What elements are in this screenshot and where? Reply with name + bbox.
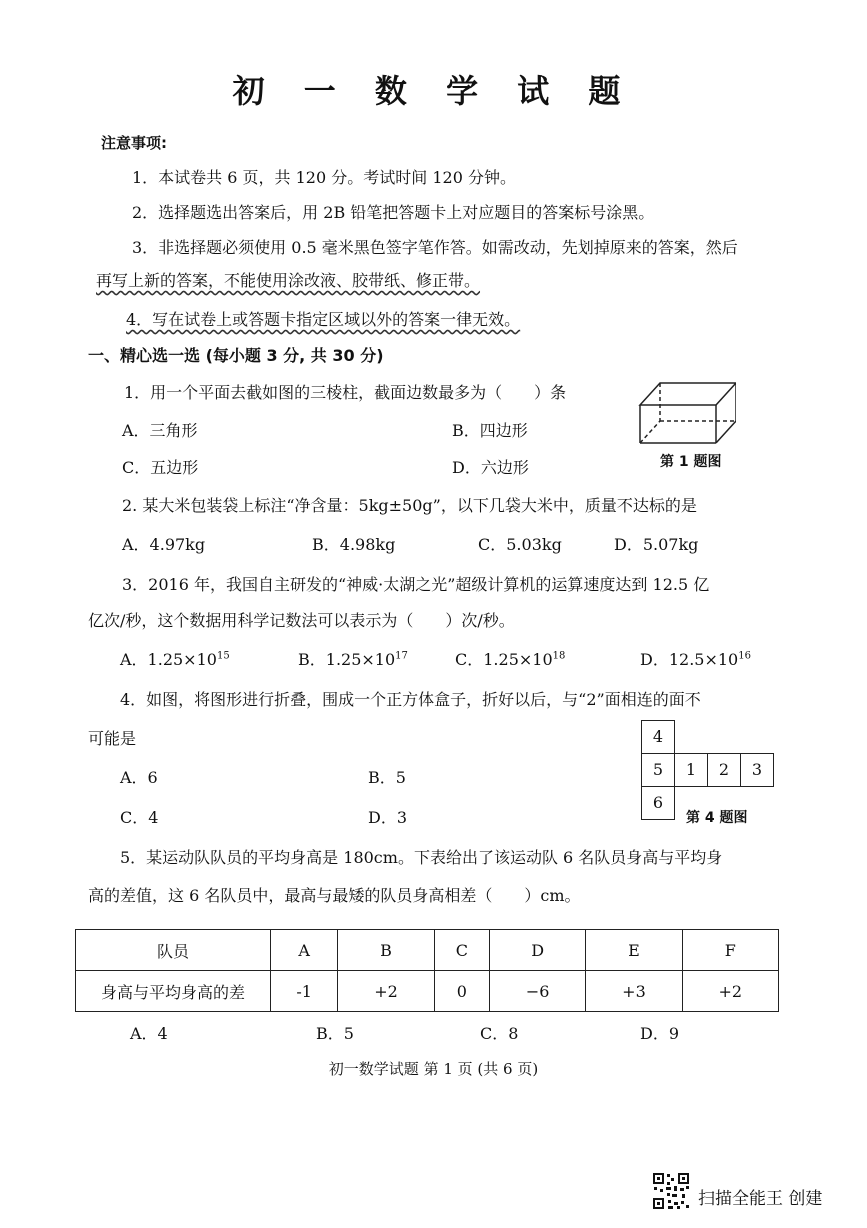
table-cell: 身高与平均身高的差 (76, 971, 271, 1012)
option-text: C．1.25×10 (455, 650, 553, 669)
height-diff-table (75, 929, 779, 1012)
net-face: 3 (740, 753, 774, 787)
notice-item: 3．非选择题必须使用 0.5 毫米黑色签字笔作答。如需改动，先划掉原来的答案，然后 (132, 238, 738, 257)
option: D．六边形 (452, 458, 529, 477)
option: D．3 (368, 808, 408, 827)
page-footer: 初一数学试题 第 1 页 (共 6 页) (328, 1060, 539, 1078)
net-face: 5 (641, 753, 675, 787)
option (298, 650, 408, 670)
option: C．8 (480, 1024, 519, 1043)
question-stem: 5．某运动队队员的平均身高是 180cm。下表给出了该运动队 6 名队员身高与平均身 (120, 848, 723, 867)
table-cell: +2 (338, 971, 434, 1012)
table-header-row (76, 930, 779, 971)
option-exponent: 18 (552, 650, 566, 662)
option (455, 650, 565, 670)
option-exponent: 15 (216, 650, 230, 662)
notice-item-text: 再写上新的答案，不能使用涂改液、胶带纸、修正带。 (96, 271, 481, 290)
scanner-watermark: 扫描全能王 创建 (698, 1189, 823, 1209)
option: D．5.07kg (614, 535, 699, 554)
option-exponent: 16 (738, 650, 751, 662)
notice-item: 2．选择题选出答案后，用 2B 铅笔把答题卡上对应题目的答案标号涂黑。 (132, 203, 655, 222)
question-stem: 亿次/秒，这个数据用科学记数法可以表示为（ ）次/秒。 (88, 611, 515, 630)
page-title: 初 一 数 学 试 题 (232, 72, 635, 110)
table-cell: +2 (682, 971, 778, 1012)
option: A．6 (120, 768, 158, 787)
net-face: 2 (707, 753, 741, 787)
net-face: 6 (641, 786, 675, 820)
net-face: 4 (641, 720, 675, 754)
option: C．五边形 (122, 458, 199, 477)
option: A．4 (130, 1024, 168, 1043)
notice-item-text: 4．写在试卷上或答题卡指定区域以外的答案一律无效。 (126, 310, 521, 329)
option: A．三角形 (122, 421, 198, 440)
table-cell: +3 (586, 971, 682, 1012)
option: C．5.03kg (478, 535, 562, 554)
table-cell: 队员 (76, 930, 271, 971)
question-stem: 4．如图，将图形进行折叠，围成一个正方体盒子，折好以后，与“2”面相连的面不 (120, 690, 701, 709)
qr-code-icon (652, 1172, 690, 1210)
section-heading: 一、精心选一选 (每小题 3 分, 共 30 分) (88, 346, 384, 365)
figure-caption: 第 1 题图 (660, 454, 722, 470)
table-cell: B (338, 930, 434, 971)
option-exponent: 17 (395, 650, 408, 662)
option: B．5 (368, 768, 406, 787)
prism-figure (636, 375, 736, 447)
table-cell: C (434, 930, 489, 971)
question-stem: 3．2016 年，我国自主研发的“神威·太湖之光”超级计算机的运算速度达到 12.5 亿 (122, 575, 710, 594)
option: B．5 (316, 1024, 354, 1043)
option (120, 650, 230, 670)
option: C．4 (120, 808, 159, 827)
option-text: B．1.25×10 (298, 650, 396, 669)
table-row (76, 971, 779, 1012)
option: D．9 (640, 1024, 680, 1043)
option: A．4.97kg (122, 535, 206, 554)
question-stem: 高的差值，这 6 名队员中，最高与最矮的队员身高相差（ ）cm。 (88, 886, 581, 905)
net-face: 1 (674, 753, 708, 787)
table-cell: A (271, 930, 338, 971)
question-stem: 可能是 (88, 729, 137, 748)
notice-item (96, 271, 480, 291)
table-cell: −6 (489, 971, 585, 1012)
table-cell: F (682, 930, 778, 971)
notice-heading: 注意事项: (101, 134, 167, 152)
option: B．四边形 (452, 421, 528, 440)
notice-item (126, 310, 520, 330)
table-cell: E (586, 930, 682, 971)
notice-item: 1．本试卷共 6 页，共 120 分。考试时间 120 分钟。 (132, 168, 516, 187)
option (640, 650, 751, 670)
question-stem: 2. 某大米包装袋上标注“净含量：5kg±50g”，以下几袋大米中，质量不达标的是 (122, 496, 697, 515)
option-text: D．12.5×10 (640, 650, 739, 669)
table-cell: D (489, 930, 585, 971)
option: B．4.98kg (312, 535, 396, 554)
table-cell: -1 (271, 971, 338, 1012)
option-text: A．1.25×10 (120, 650, 217, 669)
table-cell: 0 (434, 971, 489, 1012)
figure-caption: 第 4 题图 (686, 810, 748, 826)
question-stem: 1．用一个平面去截如图的三棱柱，截面边数最多为（ ）条 (124, 383, 567, 402)
